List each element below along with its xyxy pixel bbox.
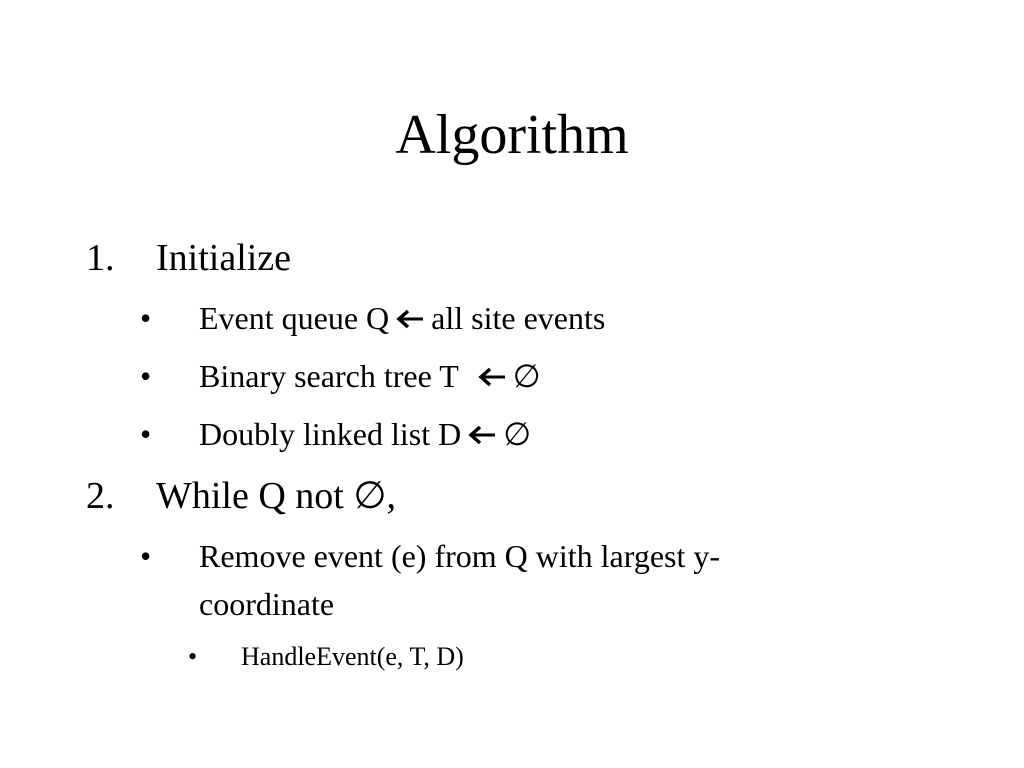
empty-set-symbol: ∅ <box>512 358 541 394</box>
bullet-remove-event-line-2: coordinate <box>199 586 335 622</box>
bullet-text-before: Binary search tree T <box>199 358 459 394</box>
bullet-marker: • <box>140 538 152 574</box>
bullet-marker: • <box>140 416 152 452</box>
left-arrow-icon <box>467 411 497 459</box>
bullet-binary-search-tree <box>199 352 541 404</box>
step-2-label: While Q not ∅, <box>156 475 396 517</box>
bullet-remove-event-line-1: Remove event (e) from Q with largest y- <box>199 538 721 574</box>
left-arrow-icon <box>395 295 425 343</box>
slide-title: Algorithm <box>395 104 629 166</box>
bullet-text-before: Doubly linked list D <box>199 416 462 452</box>
bullet-doubly-linked-list <box>199 410 531 462</box>
step-2-number: 2. <box>86 475 115 517</box>
subbullet-handle-event: HandleEvent(e, T, D) <box>241 642 464 671</box>
bullet-text-before: Event queue Q <box>199 300 390 336</box>
bullet-event-queue <box>199 294 605 346</box>
step-1-number: 1. <box>86 237 115 279</box>
left-arrow-icon <box>477 353 507 401</box>
step-1-label: Initialize <box>156 237 292 279</box>
subbullet-marker: • <box>188 642 198 671</box>
bullet-marker: • <box>140 300 152 336</box>
bullet-text-after: all site events <box>431 300 606 336</box>
bullet-marker: • <box>140 358 152 394</box>
empty-set-symbol: ∅ <box>503 416 532 452</box>
